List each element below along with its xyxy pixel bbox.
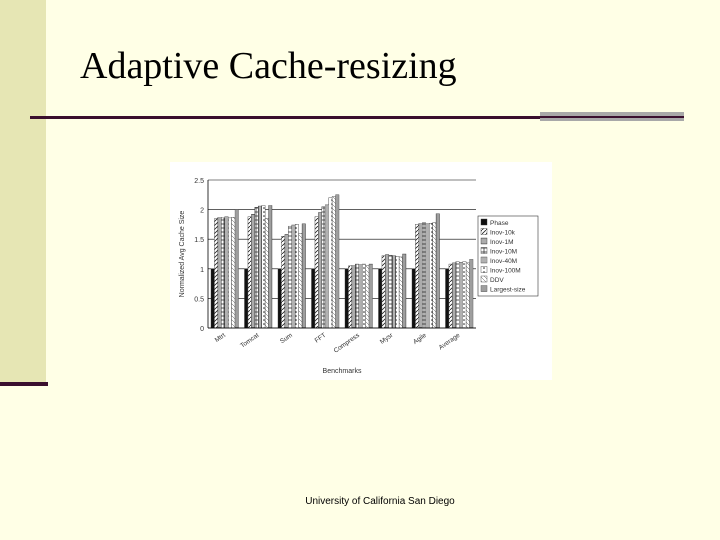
y-tick-label: 1 xyxy=(200,266,204,274)
bar xyxy=(446,269,449,328)
y-tick-label: 2.5 xyxy=(194,178,204,185)
legend-swatch xyxy=(481,248,487,254)
legend-label: Inov-10M xyxy=(490,248,518,256)
legend-label: Inov-10k xyxy=(490,229,515,237)
bar xyxy=(452,263,455,328)
legend-label: Phase xyxy=(490,220,509,227)
legend-box xyxy=(478,216,538,296)
bar xyxy=(221,218,224,328)
bar xyxy=(352,265,355,328)
bar xyxy=(245,269,248,328)
legend-swatch xyxy=(481,219,487,225)
bar xyxy=(258,206,261,328)
x-tick-label: Agile xyxy=(412,331,428,346)
legend-swatch xyxy=(481,286,487,292)
y-tick-label: 1.5 xyxy=(194,237,204,245)
bar xyxy=(255,207,258,328)
chart-bars xyxy=(211,195,473,328)
bar xyxy=(419,223,422,328)
bar xyxy=(232,217,235,328)
y-tick-label: 0 xyxy=(200,326,204,333)
bar xyxy=(379,269,382,328)
bar xyxy=(332,197,335,328)
bar xyxy=(235,210,238,328)
sidebar-edge-line xyxy=(0,382,48,386)
y-tick-label: 2 xyxy=(200,207,204,215)
legend-swatch xyxy=(481,229,487,235)
bar xyxy=(211,269,214,328)
bar xyxy=(315,217,318,328)
bar xyxy=(415,224,418,328)
bar xyxy=(389,255,392,328)
bar xyxy=(288,226,291,328)
bar xyxy=(225,217,228,328)
bar xyxy=(429,223,432,328)
x-tick-label: Mysr xyxy=(378,331,395,346)
bar xyxy=(470,259,473,328)
x-tick-label: Compress xyxy=(332,331,361,355)
bar xyxy=(466,263,469,328)
legend-label: Largest-size xyxy=(490,286,526,294)
bar xyxy=(329,198,332,328)
bar xyxy=(312,269,315,328)
bar xyxy=(399,257,402,328)
chart-legend xyxy=(478,216,538,296)
bar xyxy=(463,262,466,328)
bar xyxy=(359,265,362,328)
bar xyxy=(412,269,415,328)
legend-label: DDV xyxy=(490,277,504,284)
bar xyxy=(369,264,372,328)
bar xyxy=(345,269,348,328)
bar xyxy=(265,218,268,328)
bar xyxy=(262,205,265,328)
bar xyxy=(295,224,298,328)
bar xyxy=(385,255,388,328)
bar xyxy=(426,224,429,328)
x-tick-label: Mtrt xyxy=(213,331,227,345)
bar xyxy=(278,269,281,328)
bar xyxy=(302,224,305,328)
bar xyxy=(228,218,231,328)
legend-swatch xyxy=(481,257,487,263)
bar xyxy=(459,262,462,328)
x-tick-label: Sum xyxy=(278,331,294,346)
bar xyxy=(299,233,302,328)
bar xyxy=(355,264,358,328)
slide-sidebar xyxy=(0,0,46,384)
bar xyxy=(392,256,395,328)
bar xyxy=(248,217,251,328)
legend-swatch xyxy=(481,276,487,282)
bar xyxy=(322,207,325,328)
bar xyxy=(218,217,221,328)
legend-swatch xyxy=(481,267,487,273)
bar xyxy=(214,218,217,328)
bar xyxy=(281,236,284,328)
y-axis-label: Normalized Avg Cache Size xyxy=(179,210,186,298)
bar xyxy=(366,265,369,328)
legend-label: Inov-100M xyxy=(490,267,521,275)
bar xyxy=(403,254,406,328)
bar xyxy=(285,234,288,328)
bar xyxy=(422,223,425,328)
title-underline-accent-line xyxy=(540,116,684,118)
bar xyxy=(396,256,399,328)
bar xyxy=(433,223,436,328)
bar xyxy=(325,205,328,328)
bar xyxy=(449,264,452,328)
bar xyxy=(436,214,439,328)
x-tick-label: Tomcat xyxy=(239,331,261,350)
chart-frame xyxy=(170,162,552,380)
x-axis-label: Benchmarks xyxy=(322,368,362,375)
slide-footer: University of California San Diego xyxy=(305,496,455,507)
slide-title: Adaptive Cache-resizing xyxy=(80,45,457,87)
bar xyxy=(292,225,295,328)
legend-label: Inov-40M xyxy=(490,258,518,265)
bar xyxy=(269,205,272,328)
y-tick-label: 0.5 xyxy=(194,296,204,304)
bar xyxy=(336,195,339,328)
bar xyxy=(362,264,365,328)
bar xyxy=(318,213,321,328)
bar-chart xyxy=(170,162,552,380)
bar xyxy=(456,262,459,328)
legend-label: Inov-1M xyxy=(490,239,514,246)
title-underline xyxy=(30,116,540,119)
legend-swatch xyxy=(481,238,487,244)
bar xyxy=(348,266,351,328)
x-tick-label: FFT xyxy=(313,331,328,345)
bar xyxy=(251,214,254,328)
x-tick-label: Average xyxy=(437,331,462,352)
bar xyxy=(382,256,385,328)
